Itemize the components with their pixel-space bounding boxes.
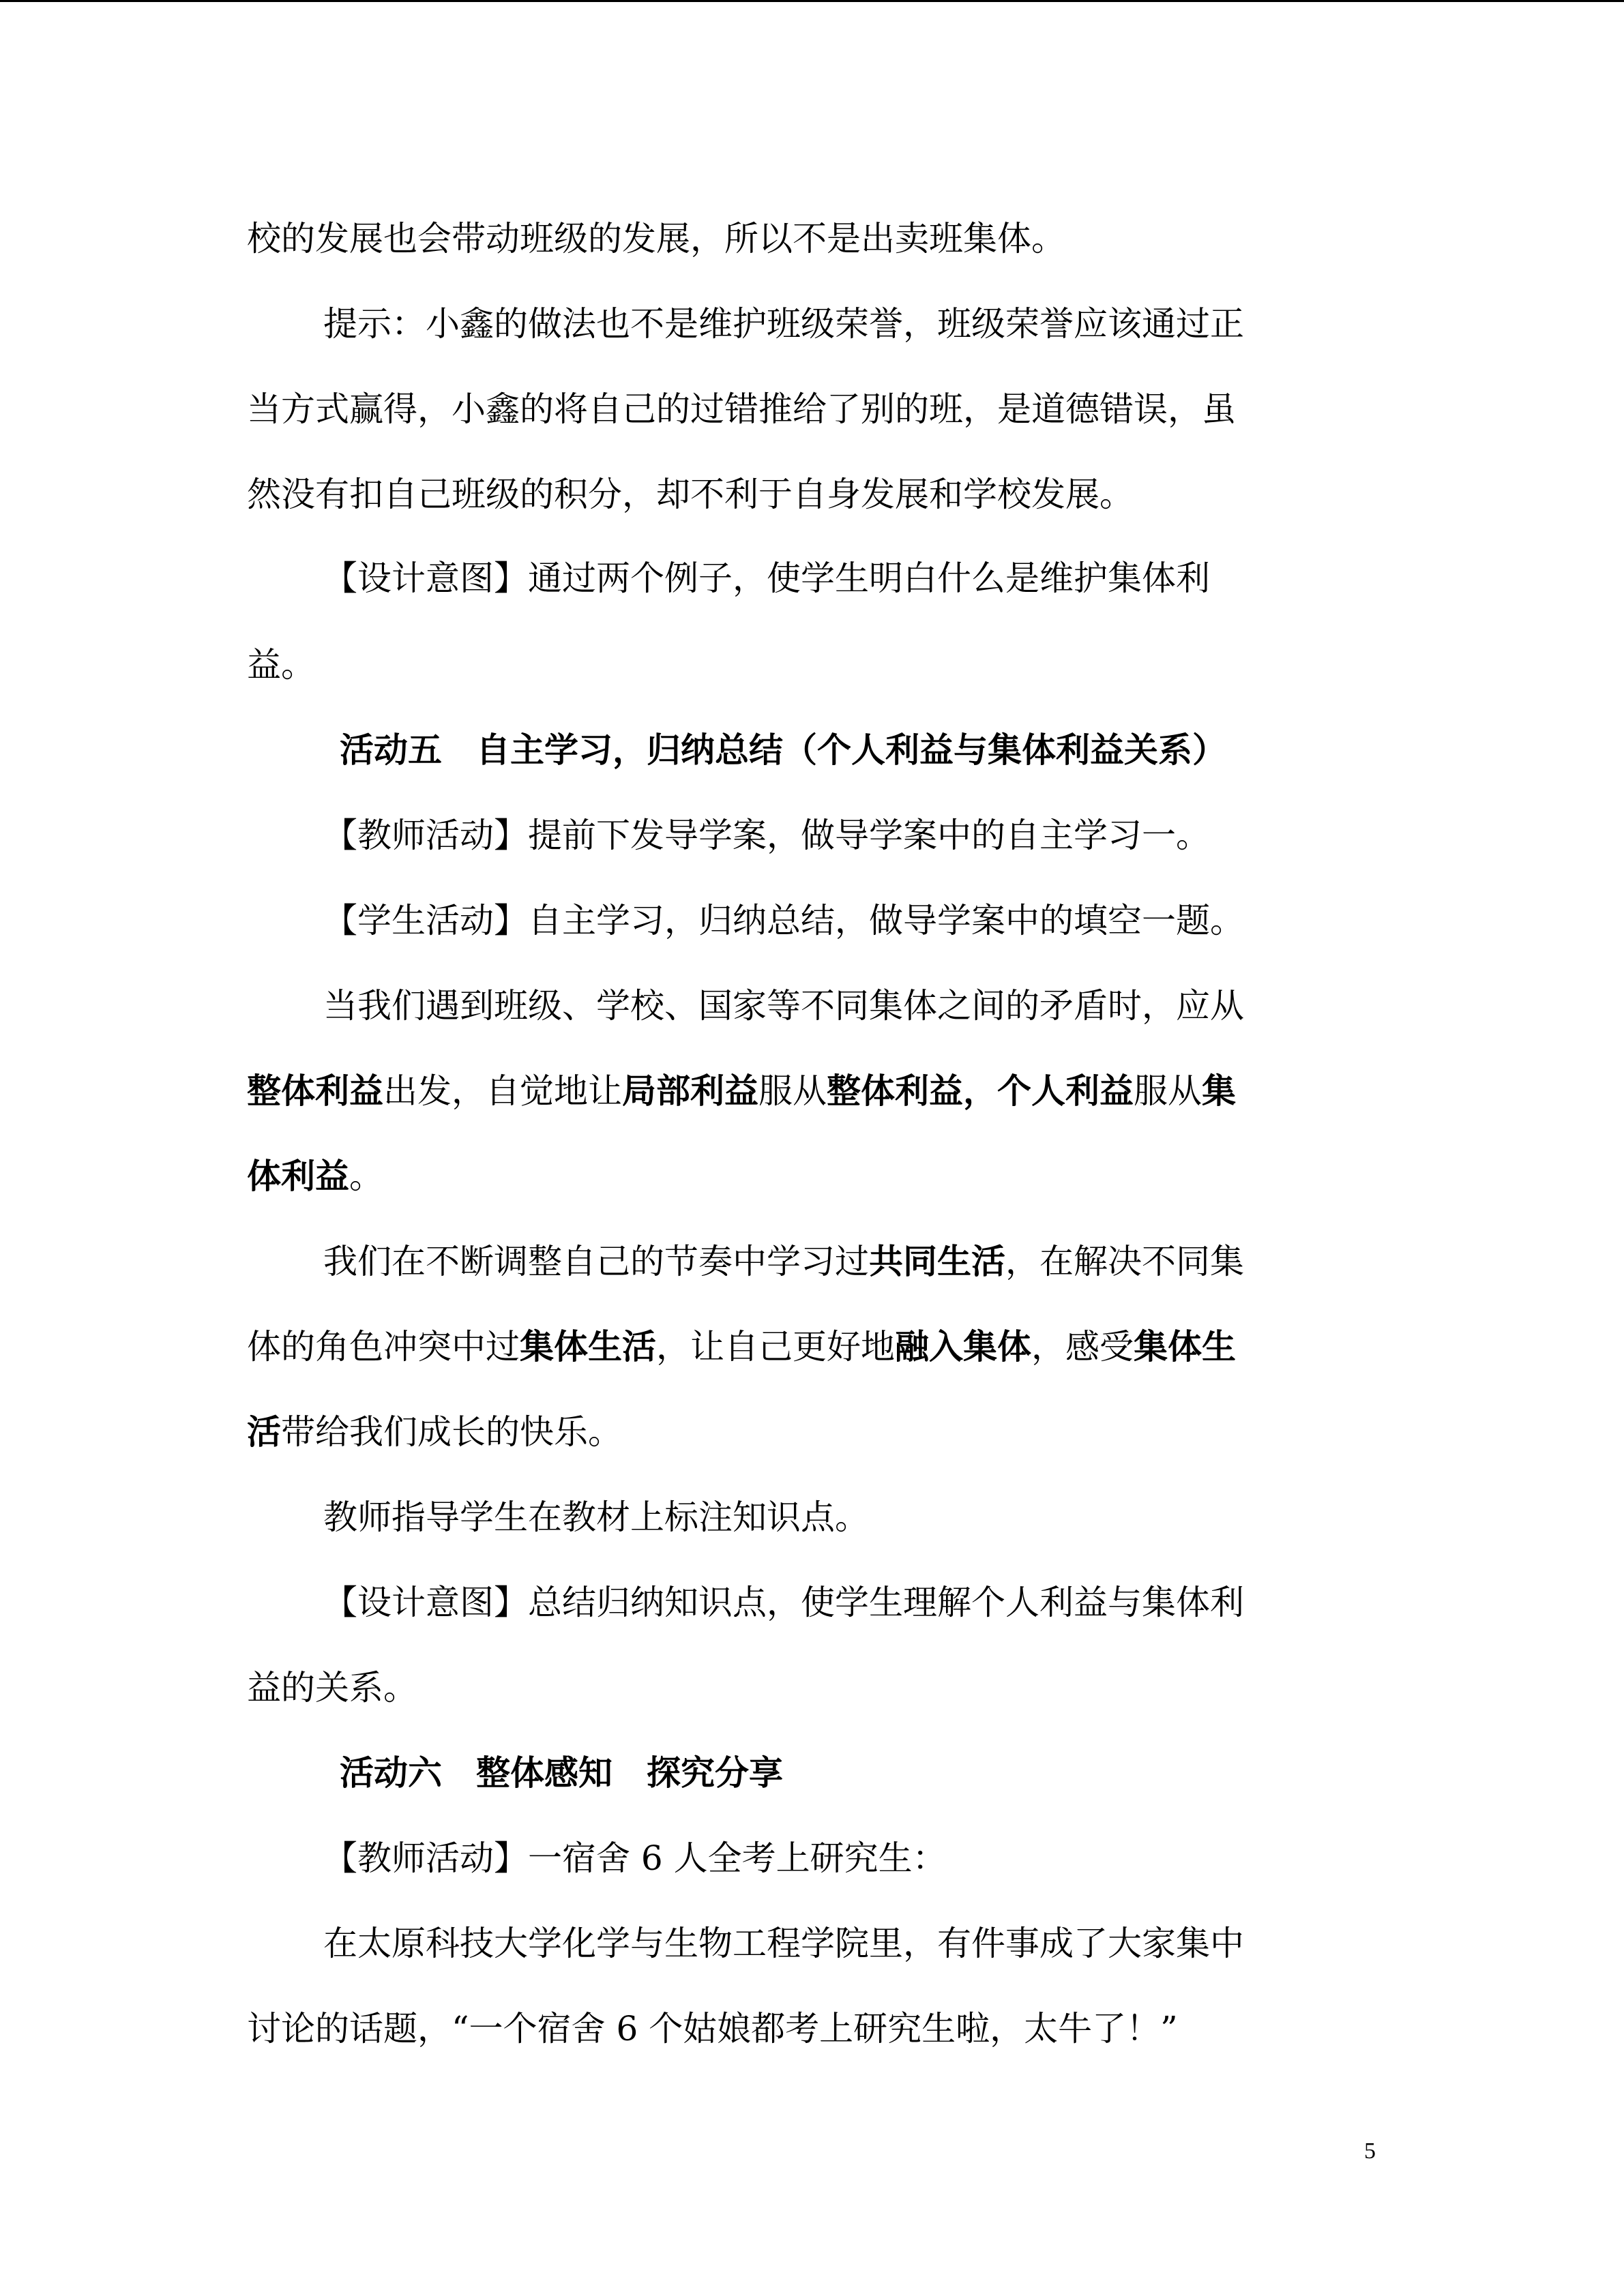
bold-term: 集 <box>1202 1071 1236 1111</box>
paragraph-line: 教师指导学生在教材上标注知识点。 <box>323 1497 869 1537</box>
bold-term: 活 <box>247 1412 281 1452</box>
design-intent-line: 【设计意图】总结归纳知识点，使学生理解个人利益与集体利 <box>323 1583 1244 1622</box>
teacher-activity-line: 【教师活动】提前下发导学案，做导学案中的自主学习一。 <box>323 816 1210 855</box>
page-number: 5 <box>1364 2138 1376 2164</box>
bold-term: 整体利益 <box>247 1071 383 1111</box>
paragraph-line: 体利益。 <box>247 1157 383 1196</box>
bold-term: 融入集体 <box>895 1327 1031 1367</box>
paragraph-line: 当方式赢得，小鑫的将自己的过错推给了别的班，是道德错误，虽 <box>247 389 1236 429</box>
activity-five-heading: 活动五 自主学习，归纳总结（个人利益与集体利益关系） <box>340 730 1226 770</box>
paragraph-line: 提示：小鑫的做法也不是维护班级荣誉，班级荣誉应该通过正 <box>323 304 1244 344</box>
bold-term: 共同生活 <box>869 1242 1005 1281</box>
paragraph-line: 益的关系。 <box>247 1668 417 1708</box>
paragraph-line: 体的角色冲突中过集体生活，让自己更好地融入集体，感受集体生 <box>247 1327 1236 1367</box>
paragraph-line: 我们在不断调整自己的节奏中学习过共同生活，在解决不同集 <box>323 1242 1244 1281</box>
teacher-activity-line: 【教师活动】一宿舍 6 人全考上研究生： <box>323 1838 947 1878</box>
paragraph-line: 校的发展也会带动班级的发展，所以不是出卖班集体。 <box>247 219 1065 258</box>
paragraph-line: 活带给我们成长的快乐。 <box>247 1412 622 1452</box>
paragraph-line: 整体利益出发，自觉地让局部利益服从整体利益，个人利益服从集 <box>247 1071 1236 1111</box>
activity-six-heading: 活动六 整体感知 探究分享 <box>340 1753 783 1793</box>
bold-term: 局部利益 <box>622 1071 758 1111</box>
bold-term: 体利益 <box>247 1157 349 1196</box>
bold-term: 整体利益，个人利益 <box>827 1071 1134 1111</box>
top-border-rule <box>0 0 1624 2</box>
bold-term: 集体生活 <box>520 1327 656 1367</box>
paragraph-line: 讨论的话题，“一个宿舍 6 个姑娘都考上研究生啦，太牛了！” <box>247 2009 1178 2048</box>
paragraph-line: 当我们遇到班级、学校、国家等不同集体之间的矛盾时，应从 <box>323 986 1244 1026</box>
paragraph-line: 在太原科技大学化学与生物工程学院里，有件事成了大家集中 <box>323 1924 1244 1963</box>
student-activity-line: 【学生活动】自主学习，归纳总结，做导学案中的填空一题。 <box>323 901 1244 940</box>
paragraph-line: 然没有扣自己班级的积分，却不利于自身发展和学校发展。 <box>247 475 1134 514</box>
bold-term: 集体生 <box>1134 1327 1236 1367</box>
design-intent-line: 【设计意图】通过两个例子，使学生明白什么是维护集体利 <box>323 558 1210 598</box>
paragraph-line: 益。 <box>247 645 315 685</box>
